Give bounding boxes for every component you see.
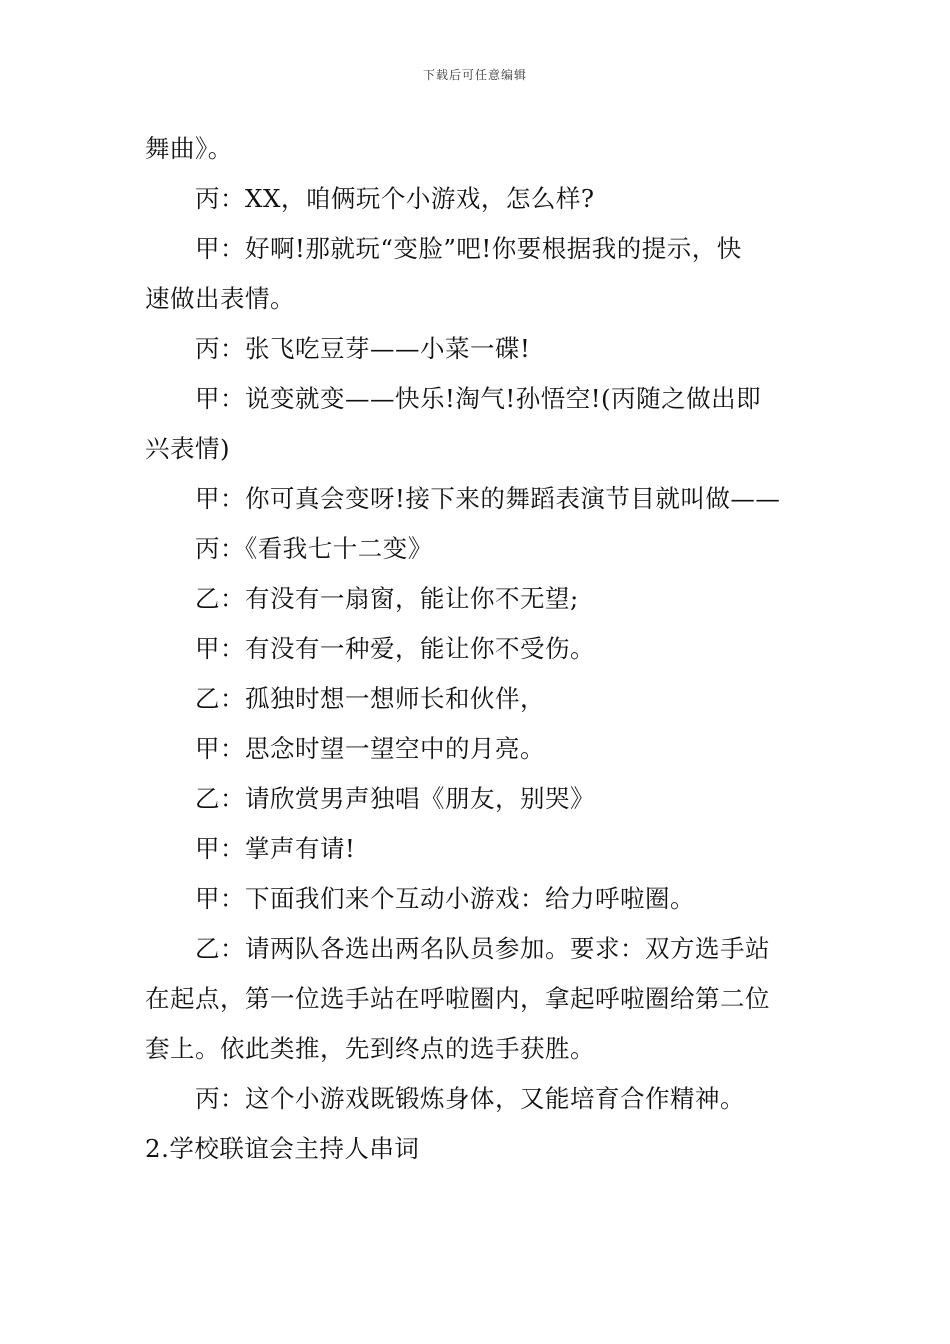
text-line: 在起点，第一位选手站在呼啦圈内，拿起呼啦圈给第二位 xyxy=(145,984,770,1013)
text-line: 乙：有没有一扇窗，能让你不无望; xyxy=(195,584,579,613)
text-line: 乙：请两队各选出两名队员参加。要求：双方选手站 xyxy=(195,934,770,963)
text-line: 丙：《看我七十二变》 xyxy=(195,534,433,563)
text-line: 甲：下面我们来个互动小游戏：给力呼啦圈。 xyxy=(195,884,695,913)
page-header-note: 下载后可任意编辑 xyxy=(422,68,527,82)
text-line: 舞曲》。 xyxy=(145,134,233,163)
text-line: 乙：请欣赏男声独唱《朋友，别哭》 xyxy=(195,784,595,813)
text-line: 乙：孤独时想一想师长和伙伴， xyxy=(195,684,545,713)
section-heading: 2.学校联谊会主持人串词 xyxy=(145,1134,420,1163)
text-line: 丙：这个小游戏既锻炼身体，又能培育合作精神。 xyxy=(195,1084,745,1113)
text-line: 丙：张飞吃豆芽——小菜一碟! xyxy=(195,334,531,363)
document-body xyxy=(145,124,815,1174)
text-line: 丙：XX，咱俩玩个小游戏，怎么样? xyxy=(195,184,595,213)
text-line: 甲：思念时望一望空中的月亮。 xyxy=(195,734,545,763)
text-line: 甲：你可真会变呀!接下来的舞蹈表演节目就叫做—— xyxy=(195,484,781,513)
text-line: 速做出表情。 xyxy=(145,284,295,313)
text-line: 甲：有没有一种爱，能让你不受伤。 xyxy=(195,634,595,663)
text-line: 甲：好啊!那就玩“变脸”吧!你要根据我的提示，快 xyxy=(195,234,742,263)
text-line: 甲：掌声有请! xyxy=(195,834,356,863)
text-line: 甲：说变就变——快乐!淘气!孙悟空!(丙随之做出即 xyxy=(195,384,762,413)
text-line: 兴表情) xyxy=(145,434,231,463)
text-line: 套上。依此类推，先到终点的选手获胜。 xyxy=(145,1034,595,1063)
